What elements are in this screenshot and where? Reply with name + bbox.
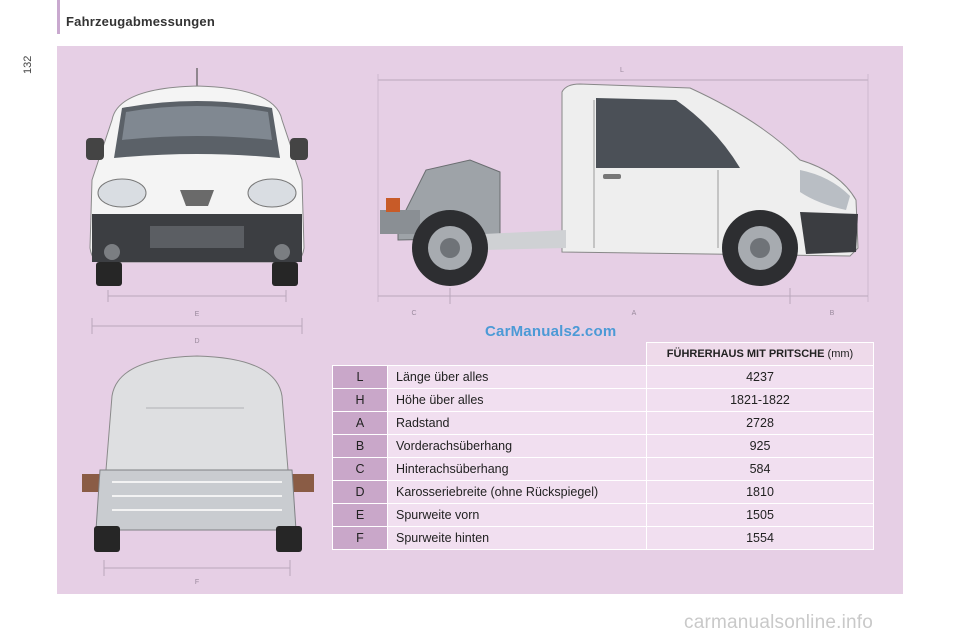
page-title: Fahrzeugabmessungen — [66, 14, 215, 29]
row-code: D — [333, 481, 388, 504]
table-header — [647, 343, 874, 366]
dimensions-table — [332, 342, 874, 550]
table-row — [333, 458, 874, 481]
row-label: Radstand — [388, 412, 647, 435]
watermark-text: CarManuals2.com — [485, 323, 617, 340]
row-code: B — [333, 435, 388, 458]
row-value: 925 — [647, 435, 874, 458]
row-value: 584 — [647, 458, 874, 481]
dimension-label-b: B — [829, 310, 835, 317]
table-header-spacer — [333, 343, 647, 366]
dimension-label-f: F — [194, 579, 200, 586]
row-value: 2728 — [647, 412, 874, 435]
footer-watermark: carmanualsonline.info — [684, 612, 874, 633]
row-code: F — [333, 527, 388, 550]
row-value: 1810 — [647, 481, 874, 504]
row-value: 4237 — [647, 366, 874, 389]
row-code: E — [333, 504, 388, 527]
table-row — [333, 504, 874, 527]
dimension-label-l: L — [620, 67, 624, 74]
row-code: A — [333, 412, 388, 435]
row-label: Hinterachsüberhang — [388, 458, 647, 481]
table-header-unit: (mm) — [827, 348, 854, 360]
table-row — [333, 389, 874, 412]
rear-view-illustration — [82, 356, 314, 576]
row-code: H — [333, 389, 388, 412]
table-header-title: FÜHRERHAUS MIT PRITSCHE — [666, 348, 825, 360]
table-row — [333, 412, 874, 435]
table-row — [333, 481, 874, 504]
row-code: C — [333, 458, 388, 481]
front-view-illustration — [86, 68, 308, 334]
row-label: Spurweite vorn — [388, 504, 647, 527]
dimension-label-d: D — [194, 338, 200, 345]
row-label: Spurweite hinten — [388, 527, 647, 550]
dimension-label-c: C — [411, 310, 417, 317]
row-label: Karosseriebreite (ohne Rückspiegel) — [388, 481, 647, 504]
table-header-row — [333, 343, 874, 366]
table-row — [333, 527, 874, 550]
row-value: 1505 — [647, 504, 874, 527]
page-number: 132 — [22, 55, 34, 74]
row-code: L — [333, 366, 388, 389]
dimension-label-e: E — [194, 311, 200, 318]
row-value: 1554 — [647, 527, 874, 550]
row-label: Höhe über alles — [388, 389, 647, 412]
side-view-illustration — [378, 74, 868, 304]
dimension-label-a: A — [631, 310, 637, 317]
row-value: 1821-1822 — [647, 389, 874, 412]
row-label: Länge über alles — [388, 366, 647, 389]
table-row — [333, 366, 874, 389]
row-label: Vorderachsüberhang — [388, 435, 647, 458]
table-row — [333, 435, 874, 458]
